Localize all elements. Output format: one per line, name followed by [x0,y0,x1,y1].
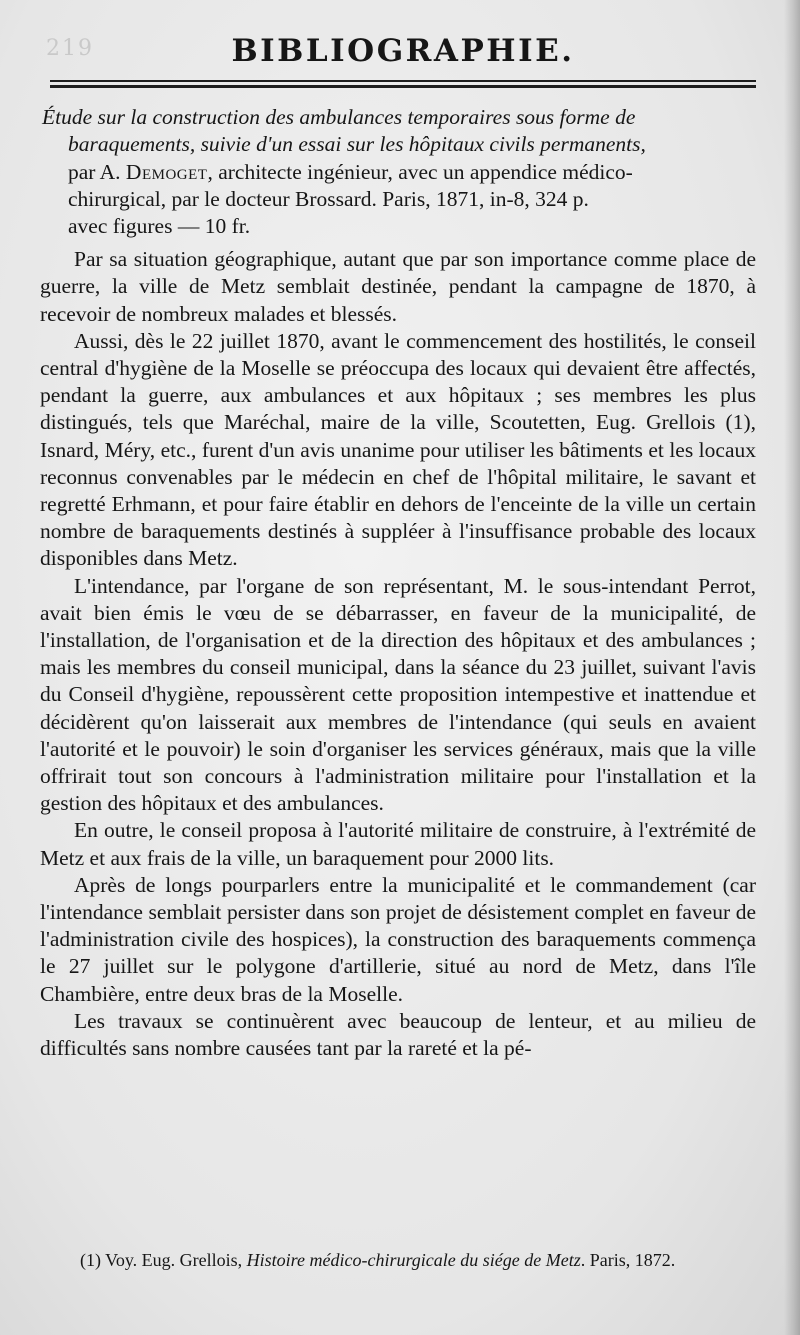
page-edge-shadow [784,0,800,1335]
author-name: Demoget [125,159,208,184]
paragraph: En outre, le conseil proposa à l'autorité militaire de construire, à l'extrémité de Metz et aux frais de la ville, un baraquement pour 2000 lits. [40,818,756,870]
page-title: BIBLIOGRAPHIE. [231,33,575,69]
paragraph: Par sa situation géographique, autant que par son importance comme place de guerre, la ville de Metz semblait destinée, pendant la campagne de 1870, à recevoir de nombreux malades et blessés. [40,247,756,326]
paragraph: Les travaux se continuèrent avec beaucoup de lenteur, et au milieu de difficultés sans nombre causées tant par la rareté et la pé- [40,1008,756,1060]
page-header [50,34,756,88]
bibliography-line-5: avec figures — 10 fr. [68,213,251,238]
bibliography-line-4: chirurgical, par le docteur Brossard. Paris, 1871, in-8, 324 p. [68,186,589,211]
footnote [56,1248,760,1272]
bibliography-line-2: baraquements, suivie d'un essai sur les hôpitaux civils permanents, [68,132,646,157]
footnote-work-title: Histoire médico-chirurgicale du siége de Metz [246,1250,581,1270]
footnote-suffix: . Paris, 1872. [580,1250,676,1270]
header-rule-thin [50,80,756,82]
body-text [40,246,756,1062]
bibliography-line-1: Étude sur la construction des ambulances temporaires sous forme de [42,105,636,130]
bibliography-entry [40,104,756,240]
paragraph: Après de longs pourparlers entre la municipalité et le commandement (car l'intendance semblait persister dans son projet de désistement complet en faveur de l'administration civile des hospices), la construction des baraquements commença le 27 juillet sur le polygone d'artillerie, situé au nord de Metz, dans l'île Chambière, entre deux bras de la Moselle. [40,872,756,1006]
page-number: 219 [46,36,94,61]
footnote-prefix: (1) Voy. Eug. Grellois, [80,1250,247,1270]
header-rule-thick [50,85,756,88]
bibliography-line-3: par A. Demoget, architecte ingénieur, avec un appendice médico- [68,159,633,184]
paragraph: L'intendance, par l'organe de son représentant, M. le sous-intendant Perrot, avait bien émis le vœu de se débarrasser, en faveur de la municipalité, de l'installation, de l'organisation et de la direction des hôpitaux et des ambulances ; mais les membres du conseil municipal, dans la séance du 23 juillet, suivant l'avis du Conseil d'hygiène, repoussèrent cette proposition intempestive et inattendue et décidèrent qu'on laisserait aux membres de l'intendance (qui seuls en avaient l'autorité et le pouvoir) le soin d'organiser les services généraux, mais que la ville offrirait tout son concours à l'administration militaire pour l'installation et la gestion des hôpitaux et des ambulances. [40,573,756,816]
paragraph: Aussi, dès le 22 juillet 1870, avant le commencement des hostilités, le conseil central d'hygiène de la Moselle se préoccupa des locaux qui devaient être affectés, pendant la guerre, aux ambulances et aux hôpitaux ; ses membres les plus distingués, tels que Maréchal, maire de la ville, Scoutetten, Eug. Grellois (1), Isnard, Méry, etc., furent d'un avis unanime pour utiliser les bâtiments et les locaux reconnus convenables par le médecin en chef de l'hôpital militaire, le savant et regretté Erhmann, et pour faire établir en dehors de l'enceinte de la ville un certain nombre de baraquements destinés à suppléer à l'insuffisance probable des locaux disponibles dans Metz. [40,328,756,571]
